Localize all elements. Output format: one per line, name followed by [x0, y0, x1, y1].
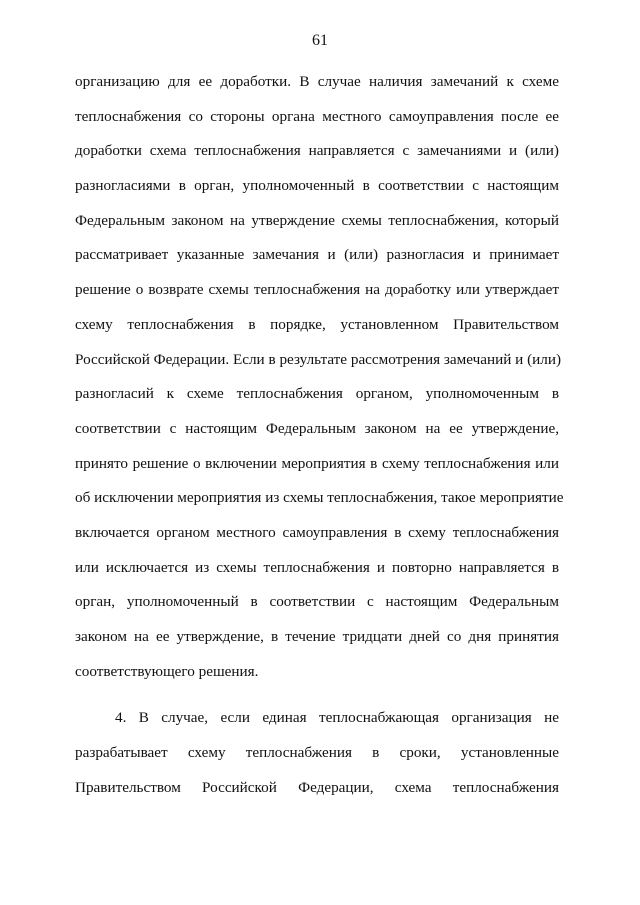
- text-line: Российской Федерации. Если в результате рассмотрения замечаний и (или): [75, 350, 562, 368]
- text-line: соответствии с настоящим Федеральным законом на ее утверждение,: [75, 419, 559, 437]
- text-line: Правительством Российской Федерации, схема теплоснабжения: [75, 778, 559, 796]
- text-line: рассматривает указанные замечания и (или) разногласия и принимает: [75, 246, 559, 264]
- text-line: доработки схема теплоснабжения направляется с замечаниями и (или): [75, 142, 559, 160]
- page-number: 61: [312, 32, 328, 49]
- text-line: разногласий к схеме теплоснабжения органом, уполномоченным в: [75, 385, 559, 403]
- text-line: разрабатывает схему теплоснабжения в сроки, установленные: [75, 744, 559, 762]
- text-line: Федеральным законом на утверждение схемы теплоснабжения, который: [75, 211, 559, 229]
- text-line: законом на ее утверждение, в течение тридцати дней со дня принятия: [75, 628, 559, 645]
- text-line: 4. В случае, если единая теплоснабжающая организация не: [115, 709, 559, 727]
- paragraph-1: [75, 65, 564, 689]
- text-line: теплоснабжения со стороны органа местного самоуправления после ее: [75, 107, 559, 125]
- document-body: [75, 65, 564, 805]
- text-line: соответствующего решения.: [75, 662, 259, 680]
- paragraph-gap: [75, 689, 559, 701]
- text-line: схему теплоснабжения в порядке, установленном Правительством: [75, 315, 559, 333]
- paragraph-2: [75, 701, 559, 805]
- text-line: об исключении мероприятия из схемы теплоснабжения, такое мероприятие: [75, 489, 564, 507]
- text-line: орган, уполномоченный в соответствии с настоящим Федеральным: [75, 593, 559, 611]
- text-line: включается органом местного самоуправления в схему теплоснабжения: [75, 523, 559, 541]
- text-line: решение о возврате схемы теплоснабжения на доработку или утверждает: [75, 281, 559, 299]
- text-line: принято решение о включении мероприятия в схему теплоснабжения или: [75, 454, 559, 472]
- text-line: разногласиями в орган, уполномоченный в соответствии с настоящим: [75, 177, 559, 195]
- text-line: или исключается из схемы теплоснабжения и повторно направляется в: [75, 558, 559, 576]
- text-line: организацию для ее доработки. В случае наличия замечаний к схеме: [75, 73, 559, 90]
